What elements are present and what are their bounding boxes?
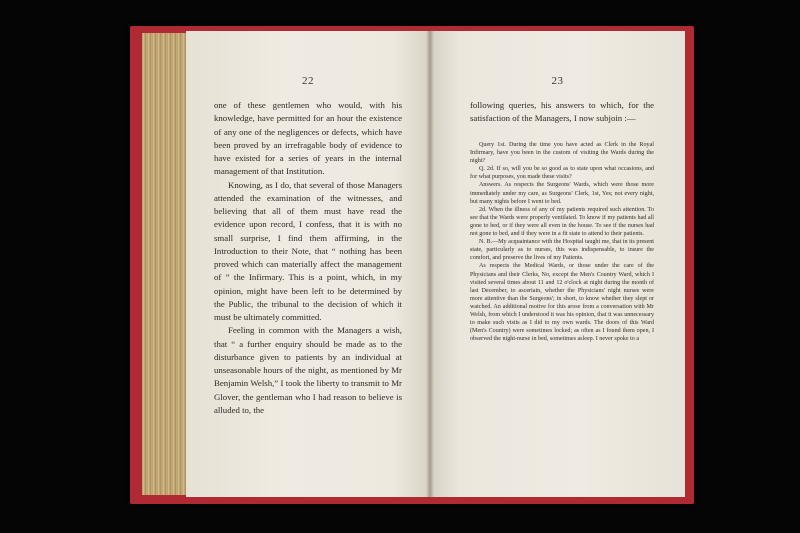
query-paragraph: Q. 2d. If so, will you be so good as to state upon what occasions, and for what purposes, you made these visits? xyxy=(470,166,654,181)
paragraph: Knowing, as I do, that several of those Managers attended the examination of the witnesses, and believing that all of them must have read the evidence upon record, I confess, that it is with no small surprise, I find them affirming, in the Introduction to their Note, that “ nothing has been proved which can materially affect the management of ” the Infirmary. This is a point, which, in my opinion, might have been left to be determined by the Public, the tribunal to the decision of which it must be ultimately committed. xyxy=(214,179,402,322)
page-number-left: 22 xyxy=(302,75,314,87)
paragraph: one of these gentlemen who would, with his knowledge, have permitted for an hour the existence of any one of the negligences or defects, which have been proved by an irrefragable body of evidence to have existed for a series of years in the internal management of that Institution. xyxy=(214,100,402,177)
page-number-right: 23 xyxy=(551,75,564,87)
right-page xyxy=(430,31,685,497)
query-paragraph: Query 1st. During the time you have acted as Clerk in the Royal Infirmary, have you been in the custom of visiting the Wards during the night? xyxy=(470,142,654,165)
left-page-text xyxy=(214,99,402,417)
answer-paragraph: Answers. As respects the Surgeons' Wards, which were those more immediately under my care, as Surgeons' Clerk, 1st, Yes; not every night, but many nights before I went to bed. xyxy=(470,182,654,205)
paragraph: Feeling in common with the Managers a wish, that “ a further enquiry should be made as to the disturbance given to patients by an individual at unseasonable hours of the night, as mentioned by Mr Benjamin Welsh,” I took the liberty to transmit to Mr Glover, the gentleman who I had reason to believe is alluded to, the xyxy=(214,325,402,415)
left-page xyxy=(186,31,430,497)
answer-paragraph: As respects the Medical Wards, or those under the care of the Physicians and their Clerks, No, except the Men's Country Ward, which I visited several times about 11 and 12 o'clock at night during the month of last December, to ascertain, whether the Physicians' night nurses were more attentive than the Surgeons'; in short, to know whether they slept or watched. An additional motive for this arose from a conversation with Mr Welsh, from which I understood it was his opinion, that it was unnecessary to make such visits as I did to my own wards. The doors of this Ward (Men's Country) were sometimes locked; as often as I found them open, I observed the night-nurse in bed, sometimes asleep. I never spoke to a xyxy=(470,263,654,343)
right-page-intro xyxy=(470,99,654,126)
right-page-queries xyxy=(470,141,654,343)
paragraph: following queries, his answers to which, for the satisfaction of the Managers, I now subjoin :— xyxy=(470,100,654,124)
book-gutter xyxy=(426,31,434,497)
answer-paragraph: 2d. When the illness of any of my patients required such attention. To see that the Wards were properly ventilated. To know if my patients had all gone to bed, or if they were all even in the house. To see if the nurses had not gone to bed, and if they were in a fit state to attend to their patients. xyxy=(470,206,654,238)
page-edges xyxy=(142,33,191,495)
note-paragraph: N. B.—My acquaintance with the Hospital taught me, that in its present state, particularly as to nurses, this was indispensable, to insure the comfort, and preserve the lives of my Patients. xyxy=(470,239,654,262)
